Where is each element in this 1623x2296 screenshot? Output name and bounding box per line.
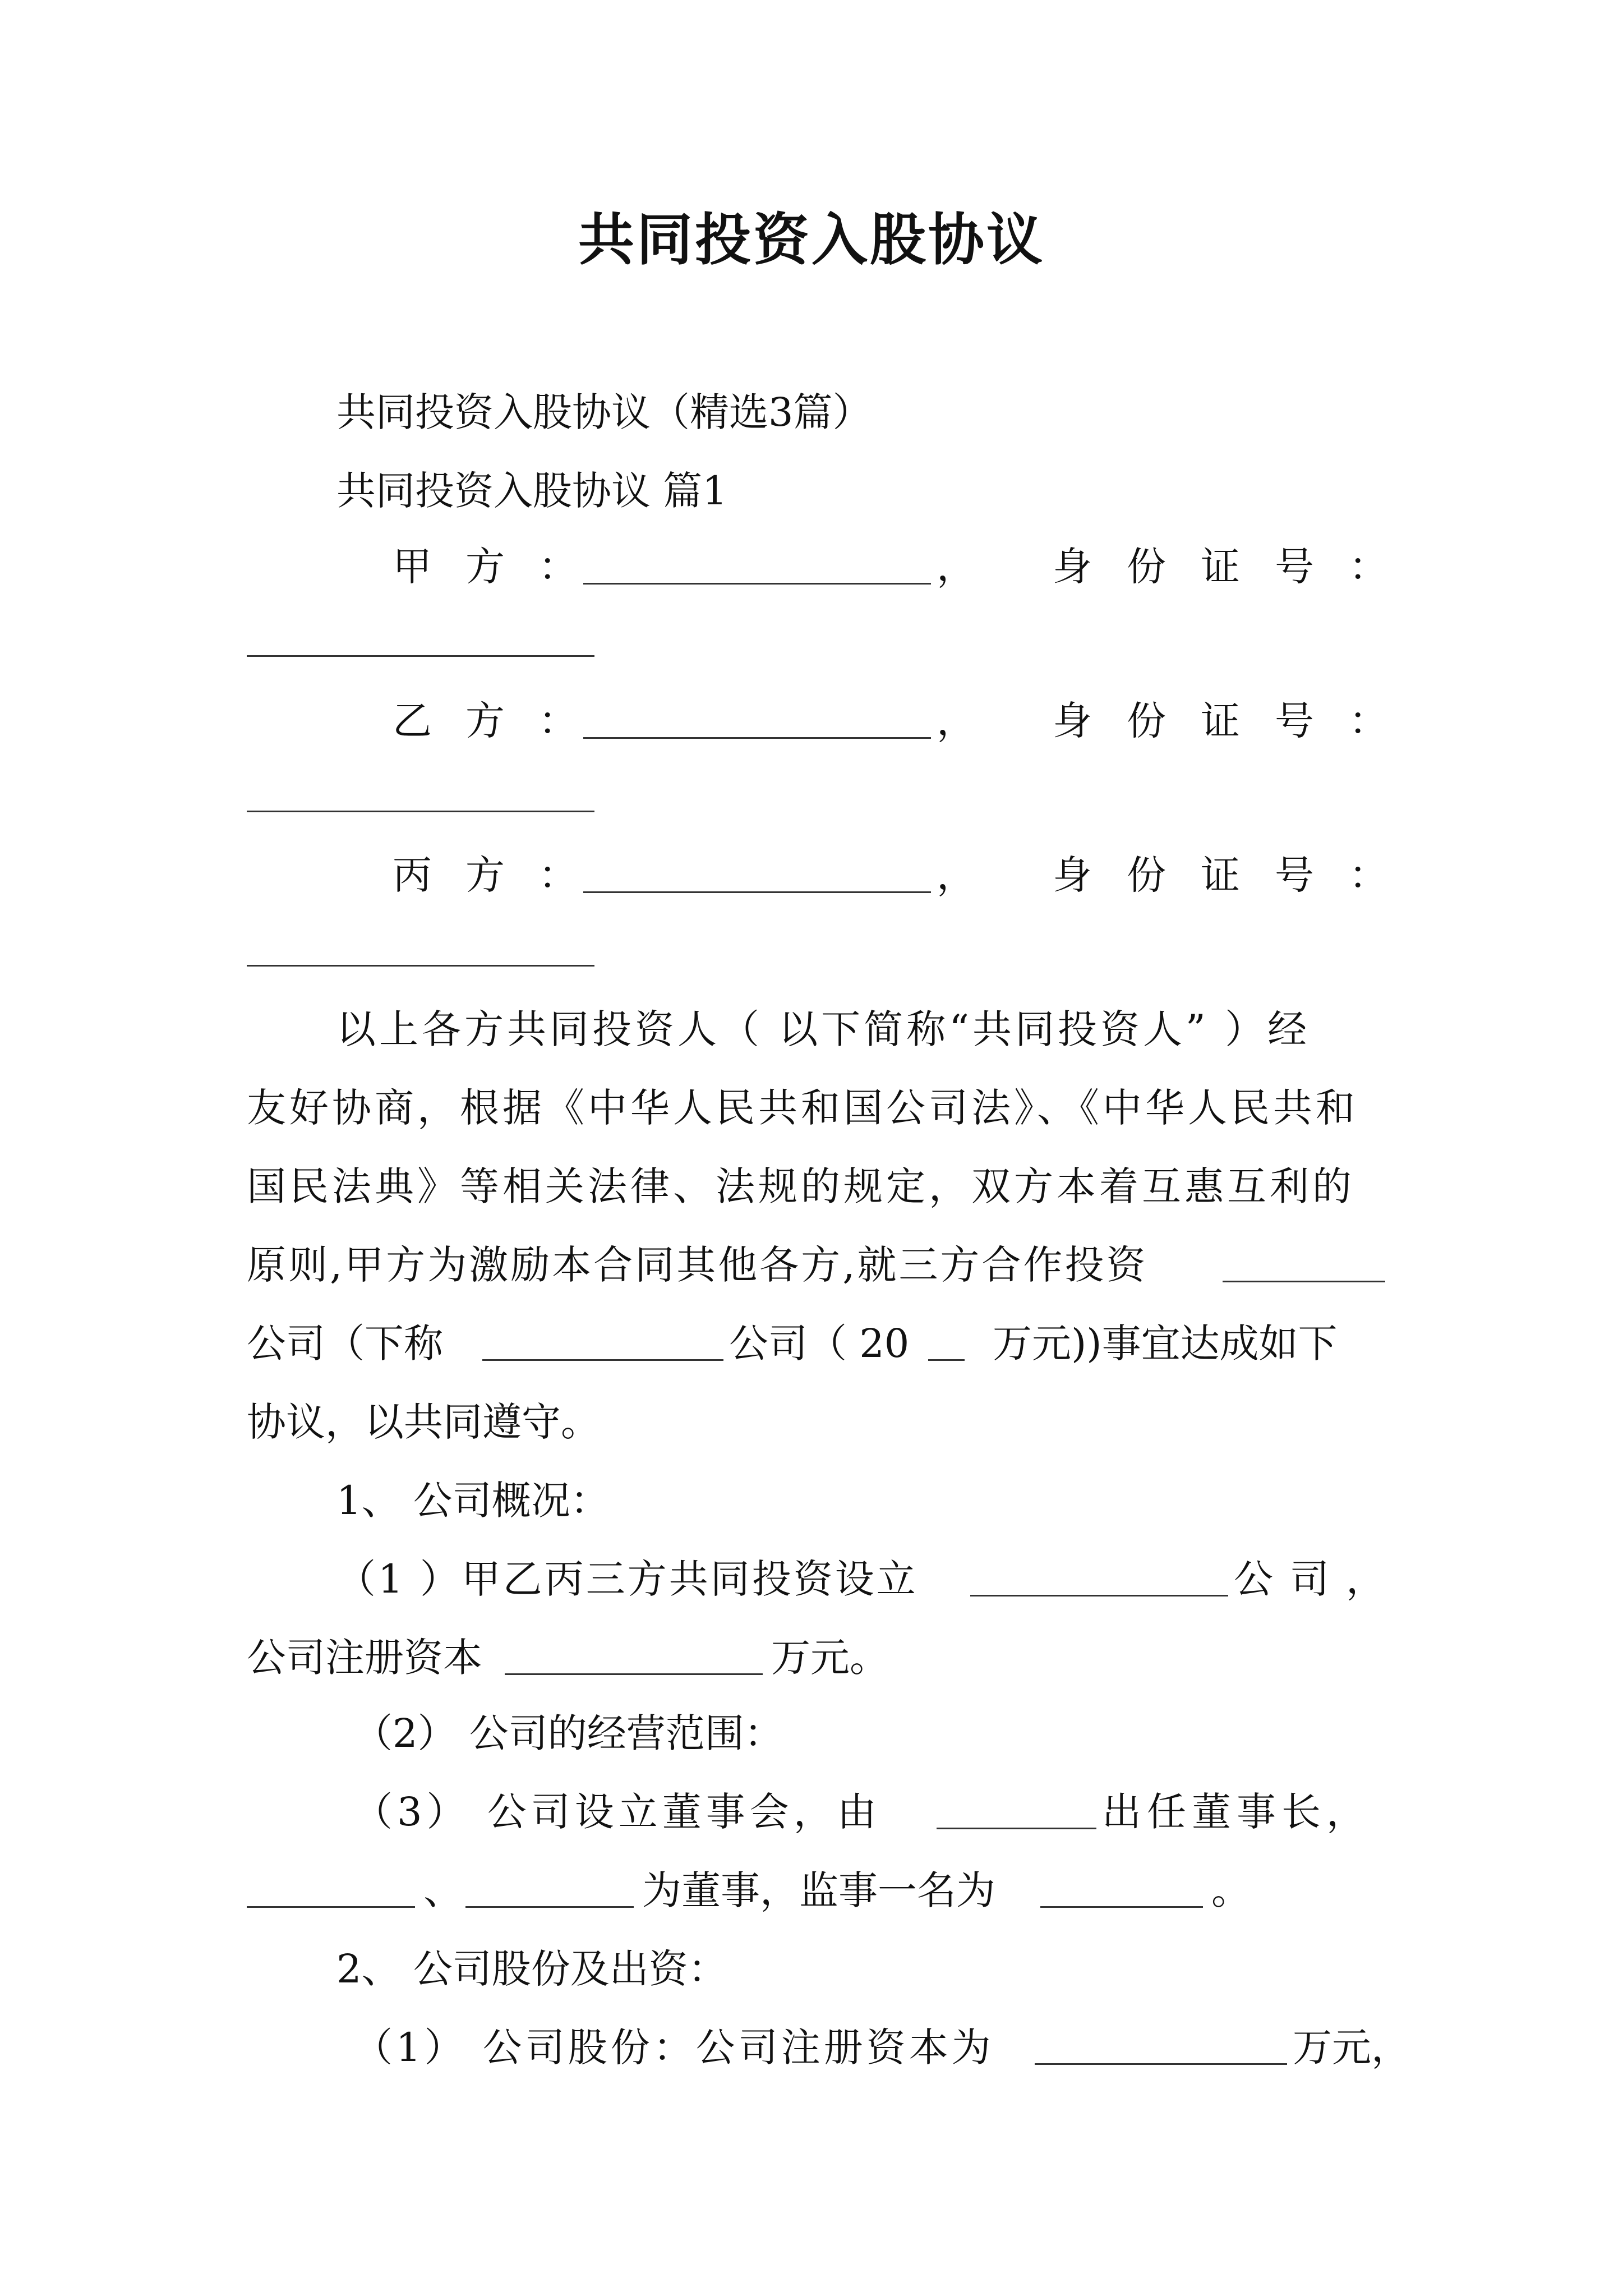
party-b-id-char: 号 bbox=[1275, 698, 1314, 744]
para1-line3: 国民法典》等相关法律、法规的规定，双方本着互惠互利的 bbox=[247, 1163, 1355, 1209]
section1-director1-blank[interactable] bbox=[247, 1906, 415, 1908]
party-c-id-char: ： bbox=[1349, 852, 1388, 898]
party-b-id-char: 证 bbox=[1201, 698, 1240, 744]
section1-item3-sep: 、 bbox=[423, 1867, 463, 1913]
party-c-name-char: 方 bbox=[465, 852, 505, 898]
party-a-name-char: ： bbox=[538, 544, 578, 590]
party-a-id-char: 份 bbox=[1127, 544, 1166, 590]
para1-shortname-blank[interactable] bbox=[482, 1359, 723, 1361]
section1-supervisor-blank[interactable] bbox=[1040, 1906, 1203, 1908]
party-a-id-char: ： bbox=[1349, 544, 1388, 590]
section2-capital-blank[interactable] bbox=[1035, 2063, 1287, 2065]
section1-item3-part2: 出任董事长， bbox=[1102, 1789, 1371, 1835]
party-b-id-char: ： bbox=[1349, 698, 1388, 744]
party-b-name-char: 方 bbox=[465, 698, 505, 744]
section1-company-blank[interactable] bbox=[970, 1595, 1228, 1596]
party-c-name-char: ： bbox=[538, 852, 578, 898]
party-b-comma: ， bbox=[937, 698, 976, 744]
party-c-id-char: 证 bbox=[1201, 852, 1240, 898]
party-c-name-blank[interactable] bbox=[583, 855, 931, 893]
party-a-name-blank[interactable] bbox=[583, 547, 931, 585]
party-a-id-char: 号 bbox=[1275, 544, 1314, 590]
para1-year-blank[interactable] bbox=[928, 1359, 965, 1361]
party-c-name-char: 丙 bbox=[393, 852, 432, 898]
party-c-id-blank[interactable] bbox=[247, 965, 594, 967]
party-a-id-char: 身 bbox=[1053, 544, 1092, 590]
party-a-id-blank[interactable] bbox=[247, 655, 594, 657]
party-a-comma: ， bbox=[937, 544, 976, 590]
para1-line2: 友好协商，根据《中华人民共和国公司法》、《中华人民共和 bbox=[247, 1085, 1358, 1131]
para1-line6: 协议，以共同遵守。 bbox=[247, 1399, 600, 1445]
party-c-row bbox=[247, 852, 1388, 898]
para1-company-blank[interactable] bbox=[1223, 1281, 1385, 1282]
section1-capital-blank[interactable] bbox=[505, 1673, 763, 1675]
section1-item2: （2） 公司的经营范围： bbox=[353, 1710, 783, 1756]
para1-line5a: 公司（下称 bbox=[247, 1320, 443, 1366]
party-c-id-char: 身 bbox=[1053, 852, 1092, 898]
party-c-id-char: 份 bbox=[1127, 852, 1166, 898]
section1-item1-part1: （1 ）甲乙丙三方共同投资设立 bbox=[336, 1556, 918, 1602]
party-a-name-char: 甲 bbox=[393, 544, 432, 590]
section1-item3-part3: 为董事，监事一名为 bbox=[642, 1867, 995, 1913]
party-b-name-blank[interactable] bbox=[583, 701, 931, 739]
section2-heading: 2、 公司股份及出资： bbox=[336, 1946, 727, 1992]
section1-chairman-blank[interactable] bbox=[937, 1828, 1096, 1829]
section1-item3-part1: （3） 公司设立董事会，由 bbox=[353, 1789, 881, 1835]
para1-line4: 原则,甲方为激励本合同其他各方,就三方合作投资 bbox=[247, 1242, 1148, 1288]
party-c-comma: ， bbox=[937, 852, 976, 898]
party-b-id-blank[interactable] bbox=[247, 811, 594, 812]
para1-line5c: 万元))事宜达成如下 bbox=[993, 1320, 1338, 1366]
section2-item1-part1: （1） 公司股份：公司注册资本为 bbox=[353, 2024, 994, 2070]
party-a-name-char: 方 bbox=[465, 544, 505, 590]
section-title: 共同投资入股协议 篇1 bbox=[336, 468, 727, 514]
party-b-row bbox=[247, 698, 1388, 744]
party-b-name-char: ： bbox=[538, 698, 578, 744]
para1-line5b: 公司（ 20 bbox=[729, 1320, 910, 1366]
section1-item1-part4: 万元。 bbox=[771, 1635, 889, 1681]
section1-item1-part3: 公司注册资本 bbox=[247, 1635, 482, 1681]
section1-item3-end: 。 bbox=[1211, 1867, 1251, 1913]
party-b-id-char: 身 bbox=[1053, 698, 1092, 744]
section1-item1-part2: 公司， bbox=[1234, 1556, 1402, 1602]
document-subtitle: 共同投资入股协议（精选3篇） bbox=[336, 389, 872, 435]
section2-item1-part2: 万元， bbox=[1293, 2024, 1410, 2070]
party-a-row bbox=[247, 544, 1388, 590]
document-title: 共同投资入股协议 bbox=[578, 207, 1045, 273]
party-c-id-char: 号 bbox=[1275, 852, 1314, 898]
party-b-id-char: 份 bbox=[1127, 698, 1166, 744]
party-b-name-char: 乙 bbox=[393, 698, 432, 744]
section1-heading: 1、 公司概况： bbox=[336, 1478, 610, 1524]
para1-line1: 以上各方共同投资人（ 以下简称“共同投资人” ）经 bbox=[336, 1006, 1311, 1052]
section1-director2-blank[interactable] bbox=[465, 1906, 634, 1908]
party-a-id-char: 证 bbox=[1201, 544, 1240, 590]
